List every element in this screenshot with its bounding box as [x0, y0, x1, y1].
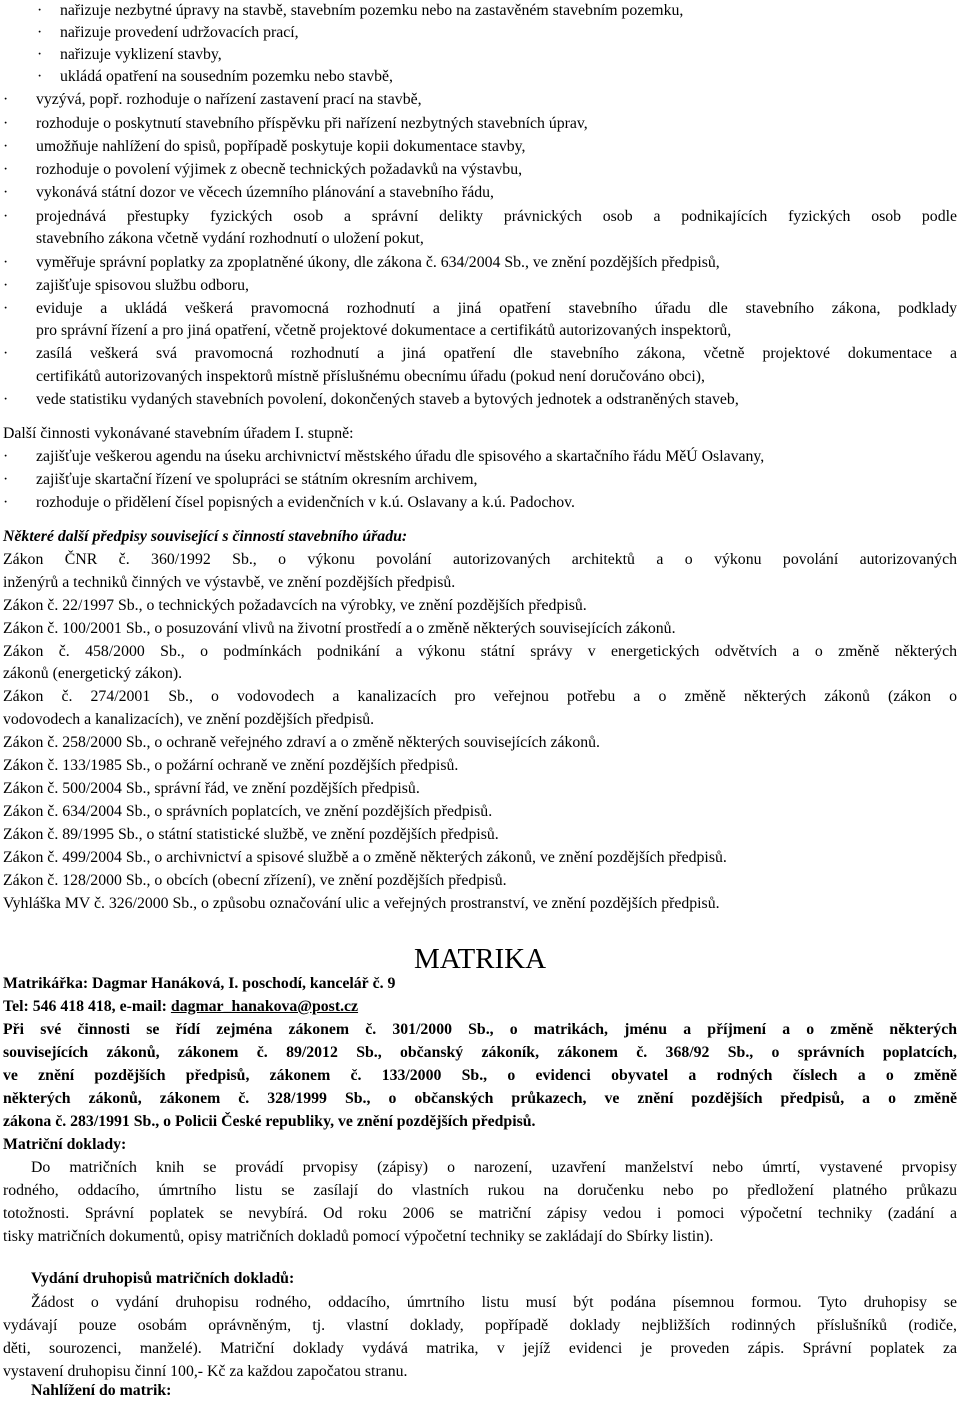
regulation-text: Zákon č. 634/2004 Sb., o správních poplatcích, ve znění pozdějších předpisů.: [3, 803, 493, 820]
regulation-text: Zákon č. 258/2000 Sb., o ochraně veřejného zdraví a o změně některých souvisejících zákonů.: [3, 734, 601, 751]
list-item-text: zasílá veškerá svá pravomocná rozhodnutí a jiná opatření dle stavebního zákona, včetně projektové dokumentace a: [36, 345, 957, 362]
list-item: [0, 136, 960, 158]
list-item: [0, 206, 960, 228]
paragraph-text: vydávají pouze osobám oprávněným, tj. vlastní doklady, popřípadě doklady nejbližších rodinných příslušníků (rodiče,: [3, 1317, 957, 1334]
list-item-text: rozhoduje o poskytnutí stavebního příspěvku při nařízení nezbytných stavebních úprav,: [36, 115, 588, 132]
regulation-text: Zákon č. 22/1997 Sb., o technických požadavcích na výrobky, ve znění pozdějších předpisů.: [3, 597, 587, 614]
paragraph-text: tisky matričních dokumentů, opisy matričních dokladů pomocí výpočetní techniky se zakládají do Sbírky listin).: [3, 1228, 714, 1245]
regulation-text: Zákon č. 128/2000 Sb., o obcích (obecní zřízení), ve znění pozdějších předpisů.: [3, 872, 507, 889]
regulation-line: [0, 870, 960, 892]
regulation-text: Zákon č. 500/2004 Sb., správní řád, ve znění pozdějších předpisů.: [3, 780, 420, 797]
paragraph-line: [0, 1338, 960, 1360]
bullet: ·: [3, 161, 9, 178]
regulation-text: Zákon č. 499/2004 Sb., o archivnictví a spisové službě a o změně některých zákonů, ve znění pozdějších předpisů.: [3, 849, 727, 866]
bullet: ·: [3, 391, 9, 408]
regulation-text: zákonů (energetický zákon).: [3, 665, 183, 682]
bullet: ·: [3, 138, 9, 155]
paragraph-text: rodného, oddacího, úmrtního listu se zasílají do vlastních rukou na doručenku nebo po předložení platného průkazu: [3, 1182, 957, 1199]
regulation-line: [0, 595, 960, 617]
list-item-text: nařizuje vyklizení stavby,: [60, 46, 222, 63]
regulation-line: [0, 801, 960, 823]
list-item: [0, 182, 960, 204]
paragraph-text: vystavení druhopisu činní 100,- Kč za každou započatou stranu.: [3, 1363, 408, 1380]
list-item: [0, 275, 960, 297]
regulation-line: [0, 778, 960, 800]
law-text: ve znění pozdějších předpisů, zákonem č. 133/2000 Sb., o evidenci obyvatel a rodných číslech a o změně: [3, 1067, 957, 1084]
list-item-continuation: [0, 320, 960, 342]
list-item-continuation: [0, 228, 960, 250]
email-link[interactable]: dagmar_hanakova@post.cz: [170, 998, 359, 1015]
list-item: [0, 66, 960, 88]
paragraph-line: [0, 1157, 960, 1179]
list-item: [0, 44, 960, 66]
regulations-title: Některé další předpisy související s činností stavebního úřadu:: [3, 528, 408, 545]
section-heading: [0, 423, 960, 445]
law-text: zákona č. 283/1991 Sb., o Policii České republiky, ve znění pozdějších předpisů.: [3, 1113, 536, 1130]
bullet: ·: [3, 300, 9, 317]
inspection-title: Nahlížení do matrik:: [31, 1382, 172, 1399]
paragraph-line: [0, 1180, 960, 1202]
list-item: [0, 113, 960, 135]
list-item-text: rozhoduje o povolení výjimek z obecně technických požadavků na výstavbu,: [36, 161, 523, 178]
regulation-line: [0, 824, 960, 846]
list-item-text: nařizuje provedení udržovacích prací,: [60, 24, 299, 41]
list-item-text: zajišťuje skartační řízení ve spolupráci se státním okresním archivem,: [36, 471, 478, 488]
law-line: [0, 1042, 960, 1064]
contact-prefix: Tel: 546 418 418, e-mail:: [3, 998, 171, 1015]
regulation-line: [0, 641, 960, 663]
bullet: ·: [3, 494, 9, 511]
list-item-text: vykonává státní dozor ve věcech územního plánování a stavebního řádu,: [36, 184, 494, 201]
inspection-heading: [0, 1380, 960, 1402]
documents-heading: [0, 1134, 960, 1156]
duplicates-heading: [0, 1268, 960, 1290]
law-text: souvisejících zákonů, zákonem č. 89/2012 Sb., občanský zákoník, zákonem č. 368/92 Sb., o správních poplatcích,: [3, 1044, 957, 1061]
bullet: ·: [3, 208, 9, 225]
paragraph-line: [0, 1315, 960, 1337]
list-item-text: vyzývá, popř. rozhoduje o nařízení zastavení prací na stavbě,: [36, 91, 422, 108]
contact-text: [3, 996, 960, 1018]
registrar-text: Matrikářka: Dagmar Hanáková, I. poschodí, kancelář č. 9: [3, 975, 396, 992]
list-item: [0, 492, 960, 514]
regulation-text: Zákon č. 458/2000 Sb., o podmínkách podnikání a výkonu státní správy v energetických odvětvích a o změně některých: [3, 643, 957, 660]
list-item: [0, 0, 960, 22]
list-item-text: stavebního zákona včetně vydání rozhodnutí o uložení pokut,: [36, 230, 424, 247]
paragraph-text: Do matričních knih se provádí prvopisy (zápisy) o narození, uzavření manželství nebo úmrtí, vystavené prvopisy: [31, 1159, 957, 1176]
list-item-text: projednává přestupky fyzických osob a správní delikty právnických osob a podnikajících fyzických osob podle: [36, 208, 957, 225]
paragraph-line: [0, 1226, 960, 1248]
paragraph-text: děti, sourozenci, manželé). Matriční doklady vydává matrika, v jejíž evidenci je proveden zápis. Správní poplatek za: [3, 1340, 957, 1357]
list-item-text: eviduje a ukládá veškerá pravomocná rozhodnutí a jiná opatření stavebního úřadu dle stavebního zákona, podklady: [36, 300, 957, 317]
bullet: ·: [3, 115, 9, 132]
list-item-text: certifikátů autorizovaných inspektorů místně příslušnému obecnímu úřadu (pokud není doručováno obci),: [36, 368, 705, 385]
bullet: ·: [3, 91, 9, 108]
list-item: [0, 89, 960, 111]
regulation-text: Zákon ČNR č. 360/1992 Sb., o výkonu povolání autorizovaných architektů a o výkonu povolání autorizovaných: [3, 551, 957, 568]
list-item-text: rozhoduje o přidělení čísel popisných a evidenčních v k.ú. Oslavany a k.ú. Padochov.: [36, 494, 575, 511]
list-item-text: pro správní řízení a pro jiná opatření, včetně projektové dokumentace a certifikátů autorizovaných inspektorů,: [36, 322, 732, 339]
regulation-line: [0, 732, 960, 754]
regulation-line: [0, 618, 960, 640]
regulation-line: [0, 549, 960, 571]
bullet: ·: [37, 46, 43, 63]
bullet: ·: [3, 184, 9, 201]
duplicates-title: Vydání druhopisů matričních dokladů:: [31, 1270, 295, 1287]
paragraph-line: [0, 1203, 960, 1225]
list-item: [0, 298, 960, 320]
bullet: ·: [3, 345, 9, 362]
regulation-line: [0, 893, 960, 915]
bullet: ·: [3, 254, 9, 271]
law-text: Při své činnosti se řídí zejména zákonem č. 301/2000 Sb., o matrikách, jménu a příjmení a o změně některých: [3, 1021, 957, 1038]
list-item: [0, 446, 960, 468]
list-item-text: umožňuje nahlížení do spisů, popřípadě poskytuje kopii dokumentace stavby,: [36, 138, 526, 155]
regulation-text: Zákon č. 100/2001 Sb., o posuzování vlivů na životní prostředí a o změně některých souvisejících zákonů.: [3, 620, 676, 637]
registrar-line: [0, 973, 960, 995]
bullet: ·: [3, 471, 9, 488]
regulation-line: [0, 686, 960, 708]
regulation-line: [0, 572, 960, 594]
further-activities-title: Další činnosti vykonávané stavebním úřadem I. stupně:: [3, 425, 354, 442]
regulation-text: vodovodech a kanalizacích), ve znění pozdějších předpisů.: [3, 711, 375, 728]
regulation-text: Zákon č. 274/2001 Sb., o vodovodech a kanalizacích pro veřejnou potřebu a o změně některých zákonů (zákon o: [3, 688, 957, 705]
law-line: [0, 1088, 960, 1110]
list-item-continuation: [0, 366, 960, 388]
regulation-text: Zákon č. 89/1995 Sb., o státní statistické službě, ve znění pozdějších předpisů.: [3, 826, 499, 843]
paragraph-line: [0, 1292, 960, 1314]
bullet: ·: [37, 24, 43, 41]
matrika-heading: MATRIKA: [413, 943, 547, 975]
list-item: [0, 469, 960, 491]
regulation-line: [0, 663, 960, 685]
list-item-text: vyměřuje správní poplatky za zpoplatněné úkony, dle zákona č. 634/2004 Sb., ve znění pozdějších předpisů,: [36, 254, 720, 271]
law-line: [0, 1019, 960, 1041]
paragraph-text: Žádost o vydání druhopisu rodného, oddacího, úmrtního listu musí být podána písemnou formou. Tyto druhopisy se: [31, 1294, 957, 1311]
regulation-text: Zákon č. 133/1985 Sb., o požární ochraně ve znění pozdějších předpisů.: [3, 757, 459, 774]
list-item-text: vede statistiku vydaných stavebních povolení, dokončených staveb a bytových jednotek a odstraněných staveb,: [36, 391, 739, 408]
documents-title: Matriční doklady:: [3, 1136, 127, 1153]
contact-line: [0, 996, 960, 1018]
section-heading: [0, 526, 960, 548]
law-line: [0, 1065, 960, 1087]
bullet: ·: [3, 448, 9, 465]
law-text: některých zákonů, zákonem č. 328/1999 Sb., o občanských průkazech, ve znění pozdějších předpisů, a o změně: [3, 1090, 957, 1107]
list-item-text: zajišťuje veškerou agendu na úseku archivnictví městského úřadu dle spisového a skartačního řádu MěÚ Oslavany,: [36, 448, 765, 465]
regulation-line: [0, 755, 960, 777]
regulation-line: [0, 709, 960, 731]
list-item-text: nařizuje nezbytné úpravy na stavbě, stavebním pozemku nebo na zastavěném stavebním pozemku,: [60, 2, 684, 19]
list-item-text: zajišťuje spisovou službu odboru,: [36, 277, 249, 294]
bullet: ·: [37, 2, 43, 19]
list-item: [0, 22, 960, 44]
regulation-line: [0, 847, 960, 869]
paragraph-text: totožnosti. Správní poplatek se nevybírá. Od roku 2006 se matriční zápisy vedou i pomoci výpočetní techniky (zadání a: [3, 1205, 957, 1222]
list-item-text: ukládá opatření na sousedním pozemku nebo stavbě,: [60, 68, 393, 85]
list-item: [0, 159, 960, 181]
list-item: [0, 389, 960, 411]
regulation-text: inženýrů a techniků činných ve výstavbě, ve znění pozdějších předpisů.: [3, 574, 456, 591]
list-item: [0, 252, 960, 274]
regulation-text: Vyhláška MV č. 326/2000 Sb., o způsobu označování ulic a veřejných prostranství, ve znění pozdějších předpisů.: [3, 895, 720, 912]
law-line: [0, 1111, 960, 1133]
bullet: ·: [37, 68, 43, 85]
list-item: [0, 343, 960, 365]
bullet: ·: [3, 277, 9, 294]
